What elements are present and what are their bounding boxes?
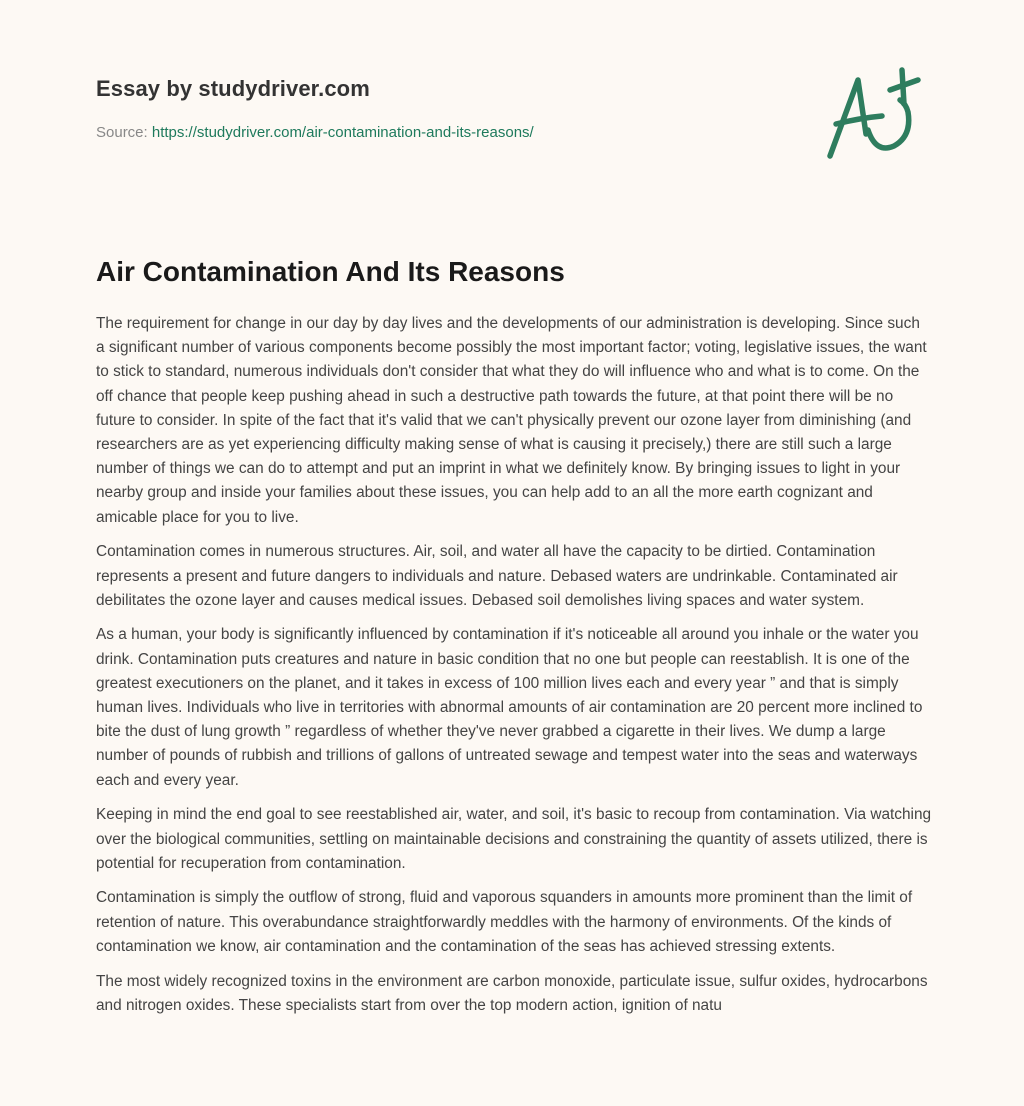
paragraph: Contamination is simply the outflow of strong, fluid and vaporous squanders in amounts more prominent than the limit of retention of nature. This overabundance straightforwardly meddles with the harmony of environments. Of the kinds of contamination we know, air contamination and the contamination of the seas has achieved stressing extents.: [96, 889, 913, 955]
paragraph: Keeping in mind the end goal to see reestablished air, water, and soil, it's basic to recoup from contamination. Via watching over the biological communities, settling on maintainable decisions and constraining the quantity of assets utilized, there is potential for recuperation from contamination.: [96, 806, 932, 872]
essay-title: Air Contamination And Its Reasons: [96, 256, 565, 287]
source-label: Source:: [96, 124, 152, 141]
paragraph: The requirement for change in our day by day lives and the developments of our administration is developing. Since such a significant number of various components become possibly the most important factor; voting, legislative issues, the want to stick to standard, numerous individuals don't consider that what they do will influence who and what is to come. On the off chance that people keep pushing ahead in such a destructive path towards the future, at that point there will be no future to consider. In spite of the fact that it's valid that we can't physically prevent our ozone layer from diminishing (and researchers are as yet experiencing difficulty making sense of what is causing it precisely,) there are still such a large number of things we can do to attempt and put an imprint in what we definitely know. By bringing issues to light in your nearby group and inside your families about these issues, you can help add to an all the more earth cognizant and amicable place for you to live.: [96, 315, 927, 526]
source-line: [96, 124, 534, 141]
site-title: Essay by studydriver.com: [96, 76, 370, 101]
paragraph: The most widely recognized toxins in the environment are carbon monoxide, particulate issue, sulfur oxides, hydrocarbons and nitrogen oxides. These specialists start from over the top modern action, ignition of natu: [96, 972, 928, 1014]
a-plus-grade-icon: [820, 64, 930, 168]
source-link[interactable]: https://studydriver.com/air-contamination-and-its-reasons/: [151, 124, 534, 141]
paragraph: Contamination comes in numerous structures. Air, soil, and water all have the capacity to be dirtied. Contamination represents a present and future dangers to individuals and nature. Debased waters are undrinkable. Contaminated air debilitates the ozone layer and causes medical issues. Debased soil demolishes living spaces and water system.: [96, 543, 898, 609]
paragraph: As a human, your body is significantly influenced by contamination if it's noticeable all around you inhale or the water you drink. Contamination puts creatures and nature in basic condition that no one but people can reestablish. It is one of the greatest executioners on the planet, and it takes in excess of 100 million lives each and every year ” and that is simply human lives. Individuals who live in territories with abnormal amounts of air contamination are 20 percent more inclined to bite the dust of lung growth ” regardless of whether they've never grabbed a cigarette in their lives. We dump a large number of pounds of rubbish and trillions of gallons of untreated sewage and tempest water into the seas and waterways each and every year.: [96, 626, 923, 789]
essay-body: [96, 312, 932, 1028]
